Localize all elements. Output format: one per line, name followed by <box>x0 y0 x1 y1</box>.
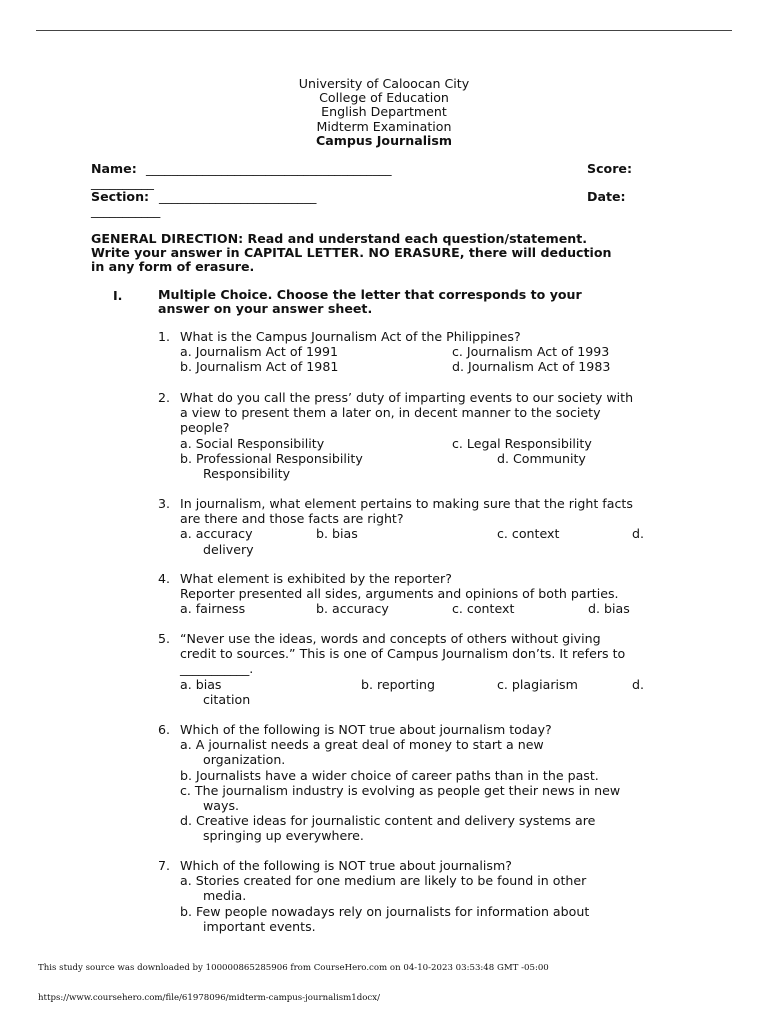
option-b: b. reporting <box>361 676 435 692</box>
option-b: b. Professional Responsibility <box>180 450 363 466</box>
option-d-continued: springing up everywhere. <box>203 828 364 844</box>
option-b: b. bias <box>316 526 358 542</box>
date-label: Date: <box>587 189 626 204</box>
question-text: Reporter presented all sides, arguments and opinions of both parties. <box>180 586 619 602</box>
option-d: d. <box>632 526 644 542</box>
option-c: c. context <box>497 526 560 542</box>
question-2 <box>158 390 633 481</box>
question-text: “Never use the ideas, words and concepts of others without giving <box>180 631 601 646</box>
question-stem <box>158 329 521 344</box>
question-text: What do you call the press’ duty of imparting events to our society with <box>180 390 634 405</box>
question-text: What is the Campus Journalism Act of the Philippines? <box>180 329 521 344</box>
option-b: b. Journalism Act of 1981 <box>180 359 339 375</box>
subject-title: Campus Journalism <box>316 132 452 148</box>
option-c: c. plagiarism <box>497 676 578 692</box>
question-stem <box>158 631 625 677</box>
option-c: c. Journalism Act of 1993 <box>452 344 610 360</box>
option-a: a. Journalism Act of 1991 <box>180 344 339 360</box>
question-number: 5. <box>158 631 171 646</box>
score-label: Score: <box>587 161 632 176</box>
general-direction <box>91 232 691 275</box>
question-text: people? <box>180 420 230 436</box>
part-instruction-line: answer on your answer sheet. <box>158 301 373 316</box>
option-c: c. The journalism industry is evolving as people get their news in new <box>180 782 621 798</box>
option-a-continued: organization. <box>203 752 286 768</box>
option-a: a. Social Responsibility <box>180 435 325 451</box>
question-number: 2. <box>158 390 171 405</box>
question-6 <box>158 722 621 844</box>
part-numeral: I. <box>113 288 123 303</box>
option-a: a. A journalist needs a great deal of money to start a new <box>180 737 544 753</box>
question-stem <box>158 496 633 526</box>
option-a: a. accuracy <box>180 526 253 542</box>
question-text: a view to present them a later on, in decent manner to the society <box>180 405 601 421</box>
name-label: Name: <box>91 161 137 176</box>
option-a: a. bias <box>180 676 222 692</box>
option-c: c. context <box>452 601 515 617</box>
top-rule <box>36 30 732 31</box>
option-a: a. Stories created for one medium are likely to be found in other <box>180 873 587 889</box>
document-header <box>0 77 768 148</box>
section-blank: _________________________ <box>159 189 317 204</box>
question-number: 6. <box>158 722 171 737</box>
question-stem <box>158 858 512 873</box>
question-5 <box>158 631 644 707</box>
question-7 <box>158 858 590 934</box>
option-c: c. Legal Responsibility <box>452 435 592 451</box>
question-stem <box>158 390 633 436</box>
option-d-continued: delivery <box>203 541 254 557</box>
section-label: Section: <box>91 189 150 204</box>
option-c-continued: ways. <box>203 797 240 813</box>
option-d-continued: Responsibility <box>203 465 291 481</box>
option-d: d. Creative ideas for journalistic content and delivery systems are <box>180 813 596 829</box>
option-b: b. accuracy <box>316 601 389 617</box>
question-1 <box>158 329 611 375</box>
name-blank: _______________________________________ <box>146 161 392 176</box>
part-instruction-line: Multiple Choice. Choose the letter that corresponds to your <box>158 287 582 302</box>
question-text: Which of the following is NOT true about journalism today? <box>180 722 552 737</box>
department-name: English Department <box>321 104 447 120</box>
question-text: What element is exhibited by the reporter? <box>180 571 452 586</box>
question-number: 4. <box>158 571 171 586</box>
download-notice: This study source was downloaded by 100000865285906 from CourseHero.com on 04-10-2023 03:53:48 GMT -05:00 <box>38 963 549 973</box>
option-d: d. bias <box>588 601 630 617</box>
option-d: d. Journalism Act of 1983 <box>452 359 611 375</box>
direction-line: in any form of erasure. <box>91 259 255 275</box>
option-b: b. Few people nowadays rely on journalists for information about <box>180 903 590 919</box>
option-d: d. Community <box>497 450 586 466</box>
question-text: are there and those facts are right? <box>180 511 404 527</box>
question-text: credit to sources.” This is one of Campus Journalism don’ts. It refers to <box>180 646 626 662</box>
answer-blank: ___________. <box>180 661 254 677</box>
option-a-continued: media. <box>203 888 247 904</box>
source-url[interactable]: https://www.coursehero.com/file/61978096/midterm-campus-journalism1docx/ <box>38 993 380 1003</box>
question-3 <box>158 496 644 557</box>
score-blank: __________ <box>91 175 154 190</box>
exam-type: Midterm Examination <box>316 118 452 134</box>
option-a: a. fairness <box>180 601 246 617</box>
option-b-continued: important events. <box>203 918 316 934</box>
option-d: d. <box>632 676 644 692</box>
question-text: Which of the following is NOT true about journalism? <box>180 858 512 873</box>
university-name: University of Caloocan City <box>298 76 470 91</box>
question-stem <box>158 722 552 737</box>
option-b: b. Journalists have a wider choice of career paths than in the past. <box>180 767 599 783</box>
question-text: In journalism, what element pertains to making sure that the right facts <box>180 496 633 511</box>
question-stem <box>158 571 619 601</box>
college-name: College of Education <box>319 90 449 106</box>
date-blank: ___________ <box>91 203 161 218</box>
question-number: 3. <box>158 496 171 511</box>
question-4 <box>158 571 630 617</box>
question-number: 1. <box>158 329 171 344</box>
question-number: 7. <box>158 858 171 873</box>
direction-line: GENERAL DIRECTION: Read and understand each question/statement. <box>91 231 588 246</box>
option-d-continued: citation <box>203 691 251 707</box>
direction-line: Write your answer in CAPITAL LETTER. NO ERASURE, there will deduction <box>91 245 612 261</box>
